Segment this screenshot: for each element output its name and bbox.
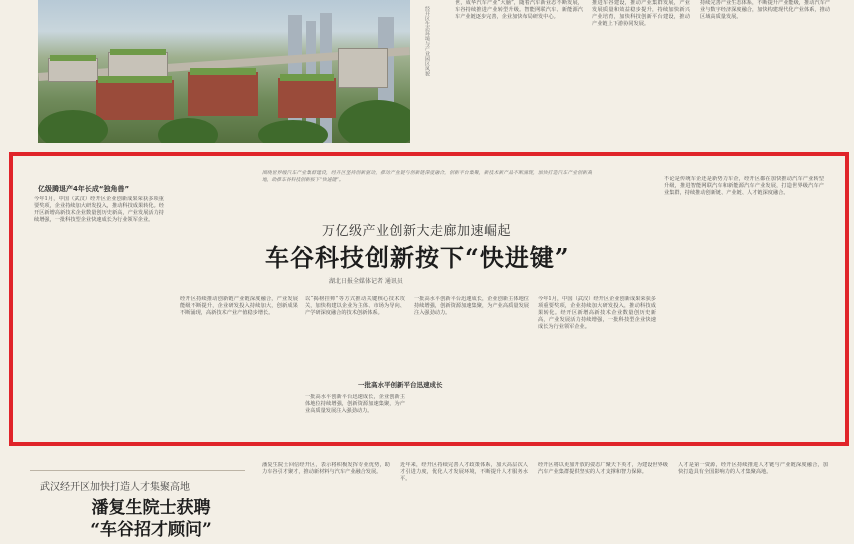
bottom-headline-line1: 潘复生院士获聘 (91, 498, 211, 518)
green-roof (280, 74, 334, 81)
green-roof (50, 55, 96, 61)
tree (38, 110, 108, 143)
bottom-column: 潘复生院士回信经开区，表示将积极发挥专业优势，助力车谷引才聚才，推动新材料与汽车产业融合发展。 (262, 462, 390, 476)
building (338, 48, 388, 88)
tree (258, 120, 328, 143)
body-column: 一批高水平创新平台迅速成长，企业创新主体地位持续增强，创新资源加速集聚，为产业高质量发展注入强劲动力。 (414, 296, 529, 317)
section-heading: 一批高水平创新平台迅速成长 (358, 381, 443, 389)
top-article-column: 世，成华汽车产业“大脑”，随着汽车新业态不断发展，车谷持续推进产业转型升级。智能网联汽车、新能源汽车产业链逐步完善，企业加快布局研发中心。 (455, 0, 583, 21)
body-column: 一批高水平创新平台迅速成长，企业创新主体地位持续增强，创新资源加速集聚，为产业高质量发展注入强劲动力。 (305, 394, 405, 415)
tree (338, 100, 410, 143)
red-building (278, 78, 336, 118)
headline: 车谷科技创新按下“快进键” (265, 243, 570, 272)
green-roof (110, 49, 166, 55)
tree (158, 118, 218, 143)
bottom-column: 近年来，经开区持续完善人才政策体系，加大高层次人才引进力度，优化人才发展环境，不断提升人才服务水平。 (400, 462, 528, 483)
top-article-column: 推进车谷建设，推动产业集群发展，产业发展质量和效益稳步提升，持续加快新兴产业培育，加快科技创新平台建设，推动产业链上下游协同发展。 (592, 0, 690, 28)
building (108, 52, 168, 78)
red-building (188, 72, 258, 116)
body-column: 经开区持续推动创新链产业链深度融合，产业发展能级不断提升，企业研发投入持续加大，创新成果不断涌现，高新技术产业产值稳步增长。 (180, 296, 298, 317)
left-column: 今年1月，中国（武汉）经开区企业创新成果荣获多项重要奖项，企业持续加大研发投入，推动科技成果转化。经开区新增高新技术企业数量创历史新高，产业发展活力持续增强，一批科技型企业快速成长为行业领军企业。 (34, 196, 164, 224)
side-heading: 亿级腾退产4年长成“独角兽” (38, 185, 130, 193)
bottom-headline-line2: “车谷招才顾问” (90, 520, 212, 540)
bottom-column: 人才是第一资源，经开区持续推进人才链与产业链深度融合，加快打造具有全国影响力的人才集聚高地。 (678, 462, 828, 476)
right-column: 不论是传统车企还是新势力车企，经开区都在加快推动汽车产业转型升级，推进智能网联汽车和新能源汽车产业发展，打造世界级汽车产业集群，持续推动创新链、产业链、人才链深度融合。 (664, 176, 824, 197)
body-column: 今年1月，中国（武汉）经开区企业创新成果荣获多项重要奖项，企业持续加大研发投入，推动科技成果转化。经开区新增高新技术企业数量创历史新高，产业发展活力持续增强，一批科技型企业快速成长为行业领军企业。 (538, 296, 656, 331)
bottom-column: 经开区将以更加开放的姿态广聚天下英才，为建设世界级汽车产业集群提供坚实的人才支撑和智力保障。 (538, 462, 668, 476)
red-building (96, 80, 174, 120)
body-column: 以“揭榜挂帅”等方式推动关键核心技术攻关，加快构建以企业为主体、市场为导向、产学研深度融合的技术创新体系。 (305, 296, 405, 317)
bottom-kicker: 武汉经开区加快打造人才集聚高地 (40, 482, 190, 493)
lead-paragraph: 围绕世界级汽车产业集群建设，经开区坚持创新驱动，推动产业链与创新链深度融合，创新平台集聚，新技术新产品不断涌现，加快打造汽车产业创新高地，助推车谷科技创新按下“快进键”。 (262, 171, 592, 183)
building (48, 58, 98, 82)
top-article-column: 持续完善产业生态体系，不断提升产业能级，推动汽车产业与数字经济深度融合，加快构建现代化产业体系，推动区域高质量发展。 (700, 0, 830, 21)
top-photo (38, 0, 410, 143)
byline: 湖北日报全媒体记者 通讯员 (329, 278, 403, 285)
photo-caption: 经开区生态环境与产业园区风貌 (424, 6, 430, 76)
divider (30, 470, 245, 471)
bottom-headline (66, 497, 236, 541)
subtitle: 万亿级产业创新大走廊加速崛起 (322, 224, 512, 239)
green-roof (98, 76, 172, 83)
green-roof (190, 68, 256, 75)
